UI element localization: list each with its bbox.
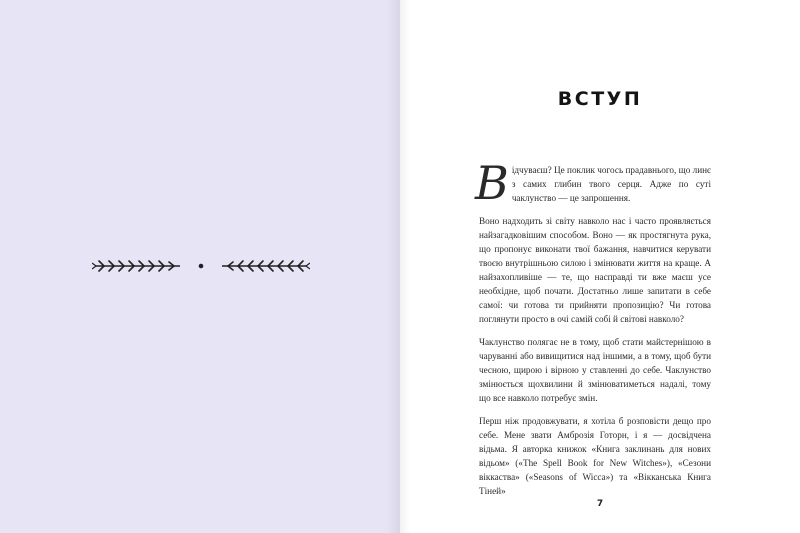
leaf-branch-divider-icon [92, 258, 310, 274]
paragraph-1 [475, 156, 711, 210]
drop-cap: В [475, 156, 509, 210]
chapter-title: ВСТУП [557, 88, 643, 110]
paragraph-1-text: ідчуваєш? Це поклик чогось прадавнього, що линє з самих глибин твого серця. Адже по суті чаклунство — це запрошення. [511, 165, 711, 203]
body-text [475, 156, 711, 507]
paragraph-3: Чаклунство полягає не в тому, щоб стати майстернішою в чаруванні або вивищитися над іншими, а в тому, щоб бути чесною, щирою і вірною у ставленні до себе. Чаклунство змінюється щохвилини й змінюватиметься надалі, тому що все навколо потребує змін. [479, 337, 711, 403]
page-number: 7 [596, 499, 604, 509]
paragraph-2: Воно надходить зі світу навколо нас і часто проявляється найзагадковішим способом. Воно — як простягнута рука, що пропонує виконати твої бажання, навчитися керувати твоєю внутрішньою силою і змінювати життя на краще. А найзахопливіше — те, що насправді ти вже маєш усе необхідне, щоб почати. Достатньо лише запитати в себе самої: чи готова ти прийняти пропозицію? Чи готова поглянути просто в очі самій собі й світові навколо? [479, 216, 711, 324]
right-page [400, 0, 800, 533]
paragraph-4: Перш ніж продовжувати, я хотіла б розповісти дещо про себе. Мене звати Амброзія Готорн, і я — досвідчена відьма. Я авторка книжок «Книга заклинань для нових відьом» («The Spell Book for New Witches»), «Сезони віккаства» («Seasons of Wicca») та «Вікканська Книга Тіней» [479, 416, 711, 496]
